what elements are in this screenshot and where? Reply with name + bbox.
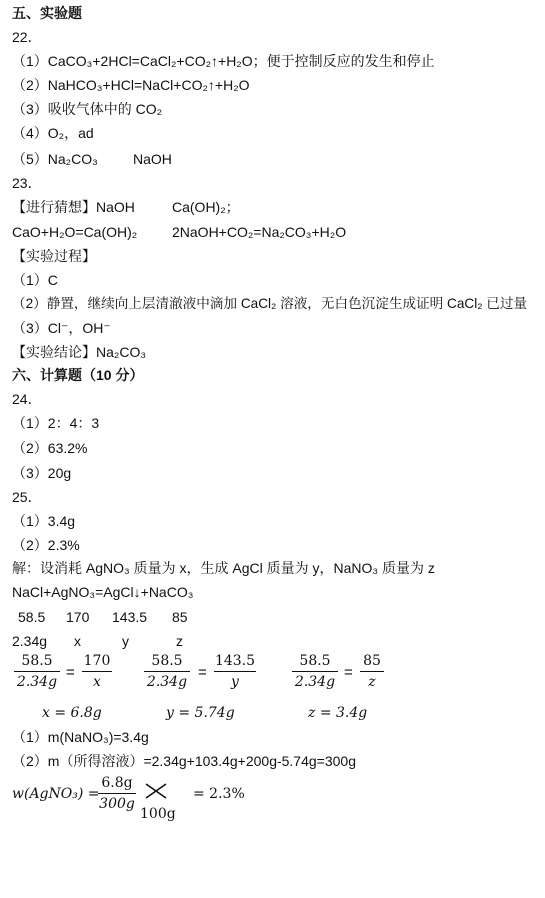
q22-answer-2: （2）NaHCO₃+HCl=NaCl+CO₂↑+H₂O bbox=[12, 77, 250, 93]
ratio-3-right-denominator: z bbox=[368, 674, 376, 690]
q25-answer-2: （2）2.3% bbox=[12, 537, 80, 553]
unknown-nacl-mass: 2.34g bbox=[12, 633, 48, 649]
q22-answer-4: （4）O₂，ad bbox=[12, 125, 94, 141]
ratio-2-right-numerator: 143.5 bbox=[214, 653, 256, 669]
molar-mass-nacl: 58.5 bbox=[18, 609, 46, 625]
molar-mass-nano3: 85 bbox=[172, 609, 188, 625]
fraction-bar bbox=[98, 793, 136, 794]
q23-process-1: （1）C bbox=[12, 272, 58, 288]
ratio-3-right-numerator: 85 bbox=[363, 653, 381, 669]
multiply-cross-icon bbox=[144, 782, 168, 800]
ratio-1-right-fraction bbox=[82, 652, 112, 691]
q22-answer-1: （1）CaCO₃+2HCl=CaCl₂+CO₂↑+H₂O；便于控制反应的发生和停止 bbox=[12, 53, 435, 69]
q24-answer-1: （1）2：4：3 bbox=[12, 415, 100, 431]
ratio-1-left-numerator: 58.5 bbox=[21, 653, 53, 669]
q25-solution: 解：设消耗 AgNO₃ 质量为 x，生成 AgCl 质量为 y，NaNO₃ 质量为 z bbox=[12, 560, 435, 576]
final-numerator: 6.8g bbox=[101, 775, 133, 791]
q23-guess-a: 【进行猜想】NaOH bbox=[12, 199, 135, 215]
final-times-denominator: 100g bbox=[140, 806, 176, 822]
ratio-1-left-fraction bbox=[14, 652, 60, 691]
final-fraction bbox=[98, 774, 136, 813]
unknown-y: y bbox=[122, 633, 129, 649]
q22-answer-5b: NaOH bbox=[133, 151, 172, 167]
fraction-bar bbox=[214, 671, 256, 672]
final-lhs: w(AgNO₃) = bbox=[12, 786, 100, 802]
ratio-1-right-denominator: x bbox=[93, 674, 101, 690]
q23-guess-b: Ca(OH)₂； bbox=[172, 199, 240, 215]
ratio-3-left-fraction bbox=[292, 652, 338, 691]
ratio-2-left-fraction bbox=[144, 652, 190, 691]
unknown-z: z bbox=[176, 633, 183, 649]
q22-answer-5a: （5）Na₂CO₃ bbox=[12, 151, 98, 167]
result-x: x = 6.8g bbox=[42, 705, 102, 721]
ratio-2-left-denominator: 2.34g bbox=[146, 674, 188, 690]
q23-conclusion: 【实验结论】Na₂CO₃ bbox=[12, 344, 147, 360]
fraction-bar bbox=[360, 671, 384, 672]
fraction-bar bbox=[292, 671, 338, 672]
molar-mass-agcl: 143.5 bbox=[112, 609, 148, 625]
ratio-1-equals: = bbox=[66, 664, 75, 681]
molar-mass-agno3: 170 bbox=[66, 609, 90, 625]
q23-equation-b: 2NaOH+CO₂=Na₂CO₃+H₂O bbox=[172, 224, 347, 240]
q25-result-2: （2）m（所得溶液）=2.34g+103.4g+200g-5.74g=300g bbox=[12, 753, 356, 769]
fraction-bar bbox=[144, 671, 190, 672]
result-z: z = 3.4g bbox=[308, 705, 368, 721]
ratio-2-equals: = bbox=[198, 664, 207, 681]
final-denominator: 300g bbox=[99, 796, 135, 812]
q22-number: 22． bbox=[12, 29, 42, 45]
ratio-2-right-fraction bbox=[214, 652, 256, 691]
section-5-heading: 五、实验题 bbox=[12, 5, 82, 21]
ratio-3-left-denominator: 2.34g bbox=[294, 674, 336, 690]
ratio-1-right-numerator: 170 bbox=[83, 653, 111, 669]
q23-equation-a: CaO+H₂O=Ca(OH)₂ bbox=[12, 224, 138, 240]
final-result: = 2.3% bbox=[193, 786, 245, 802]
q23-process-2: （2）静置，继续向上层清澈液中滴加 CaCl₂ 溶液，无白色沉淀生成证明 CaCl₂ 已过量 bbox=[12, 296, 528, 311]
q25-number: 25． bbox=[12, 489, 42, 505]
fraction-bar bbox=[14, 671, 60, 672]
q24-answer-2: （2）63.2% bbox=[12, 440, 88, 456]
unknown-x: x bbox=[74, 633, 81, 649]
ratio-2-right-denominator: y bbox=[231, 674, 239, 690]
q23-number: 23． bbox=[12, 175, 42, 191]
q24-number: 24． bbox=[12, 391, 42, 407]
q25-answer-1: （1）3.4g bbox=[12, 513, 76, 529]
ratio-3-equals: = bbox=[344, 664, 353, 681]
q23-process-3: （3）Cl⁻，OH⁻ bbox=[12, 320, 111, 336]
ratio-3-left-numerator: 58.5 bbox=[299, 653, 331, 669]
ratio-1-left-denominator: 2.34g bbox=[16, 674, 58, 690]
section-6-heading: 六、计算题（10 分） bbox=[12, 367, 144, 383]
q25-reaction-equation: NaCl+AgNO₃=AgCl↓+NaCO₃ bbox=[12, 584, 194, 600]
q25-result-1: （1）m(NaNO₃)=3.4g bbox=[12, 729, 149, 745]
fraction-bar bbox=[82, 671, 112, 672]
q22-answer-3: （3）吸收气体中的 CO₂ bbox=[12, 101, 163, 117]
q23-process-heading: 【实验过程】 bbox=[12, 248, 96, 264]
ratio-3-right-fraction bbox=[360, 652, 384, 691]
ratio-2-left-numerator: 58.5 bbox=[151, 653, 183, 669]
result-y: y = 5.74g bbox=[166, 705, 235, 721]
q24-answer-3: （3）20g bbox=[12, 465, 72, 481]
